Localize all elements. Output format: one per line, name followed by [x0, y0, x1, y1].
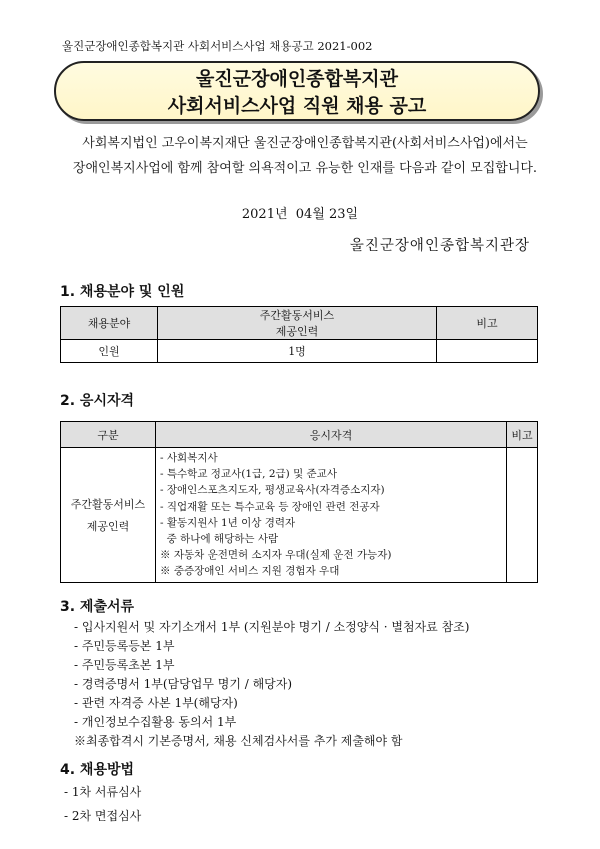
documents-list [74, 618, 469, 751]
row-label: 인원 [61, 340, 158, 363]
title-line-2: 사회서비스사업 직원 채용 공고 [167, 95, 427, 117]
header-qualification: 응시자격 [156, 422, 507, 448]
method-item: - 2차 면접심사 [64, 809, 142, 823]
section-4-title: 4. 채용방법 [60, 762, 135, 778]
qualification-item: - 직업재활 또는 특수교육 등 장애인 관련 전공자 [160, 500, 380, 513]
qualification-item: ※ 자동차 운전면허 소지자 우대(실제 운전 가능자) [160, 549, 392, 562]
qualification-item: - 사회복지사 [160, 452, 218, 464]
header-program [158, 307, 437, 340]
header-category: 구분 [61, 422, 156, 448]
header-remark-2: 비고 [507, 422, 538, 448]
title-line-1: 울진군장애인종합복지관 [196, 68, 398, 90]
qualification-table [60, 421, 538, 583]
signer: 울진군장애인종합복지관장 [349, 238, 530, 254]
qualification-item: - 특수학교 정교사(1급, 2급) 및 준교사 [160, 468, 337, 481]
header-field: 채용분야 [61, 307, 158, 340]
qualification-list [156, 448, 507, 583]
row-count: 1명 [158, 340, 437, 363]
document-header: 울진군장애인종합복지관 사회서비스사업 채용공고 2021-002 [62, 39, 373, 53]
section-1-title: 1. 채용분야 및 인원 [60, 284, 185, 300]
qualification-item: - 활동지원사 1년 이상 경력자 [160, 516, 296, 529]
header-remark: 비고 [437, 307, 538, 340]
recruitment-table [60, 306, 538, 363]
intro-line-2: 장애인복지사업에 함께 참여할 의욕적이고 유능한 인재를 다음과 같이 모집합니다. [72, 161, 538, 176]
section-2-title: 2. 응시자격 [60, 393, 135, 409]
document-item: - 주민등록등본 1부 [74, 639, 175, 653]
document-item: - 주민등록초본 1부 [74, 658, 175, 672]
qualification-item: ※ 중증장애인 서비스 지원 경험자 우대 [160, 565, 340, 578]
qualification-item: - 장애인스포츠지도자, 평생교육사(자격증소지자) [160, 484, 385, 497]
title-box [54, 61, 540, 121]
category-cell [61, 448, 156, 583]
qualification-item: 중 하나에 해당하는 사람 [160, 533, 279, 546]
category-line-1: 주간활동서비스 [70, 497, 146, 511]
intro-paragraph [40, 131, 570, 181]
document-item: - 개인정보수집활용 동의서 1부 [74, 715, 237, 729]
header-program-line-2: 제공인력 [275, 325, 319, 338]
qualification-remark [507, 448, 538, 583]
header-program-line-1: 주간활동서비스 [259, 309, 335, 322]
method-list [64, 780, 141, 828]
row-remark [437, 340, 538, 363]
document-item: - 경력증명서 1부(담당업무 명기 / 해당자) [74, 677, 293, 691]
section-3-title: 3. 제출서류 [60, 599, 135, 615]
category-line-2: 제공인력 [86, 519, 130, 533]
intro-line-1: 사회복지법인 고우이복지재단 울진군장애인종합복지관(사회서비스사업)에서는 [82, 136, 528, 151]
document-item: - 입사지원서 및 자기소개서 1부 (지원분야 명기 / 소정양식 · 별첨자료 참조) [74, 620, 470, 634]
method-item: - 1차 서류심사 [64, 785, 142, 799]
document-item: - 관련 자격증 사본 1부(해당자) [74, 696, 238, 710]
announcement-date: 2021년 04월 23일 [241, 207, 359, 222]
document-note: ※최종합격시 기본증명서, 채용 신체검사서를 추가 제출해야 함 [74, 734, 403, 748]
